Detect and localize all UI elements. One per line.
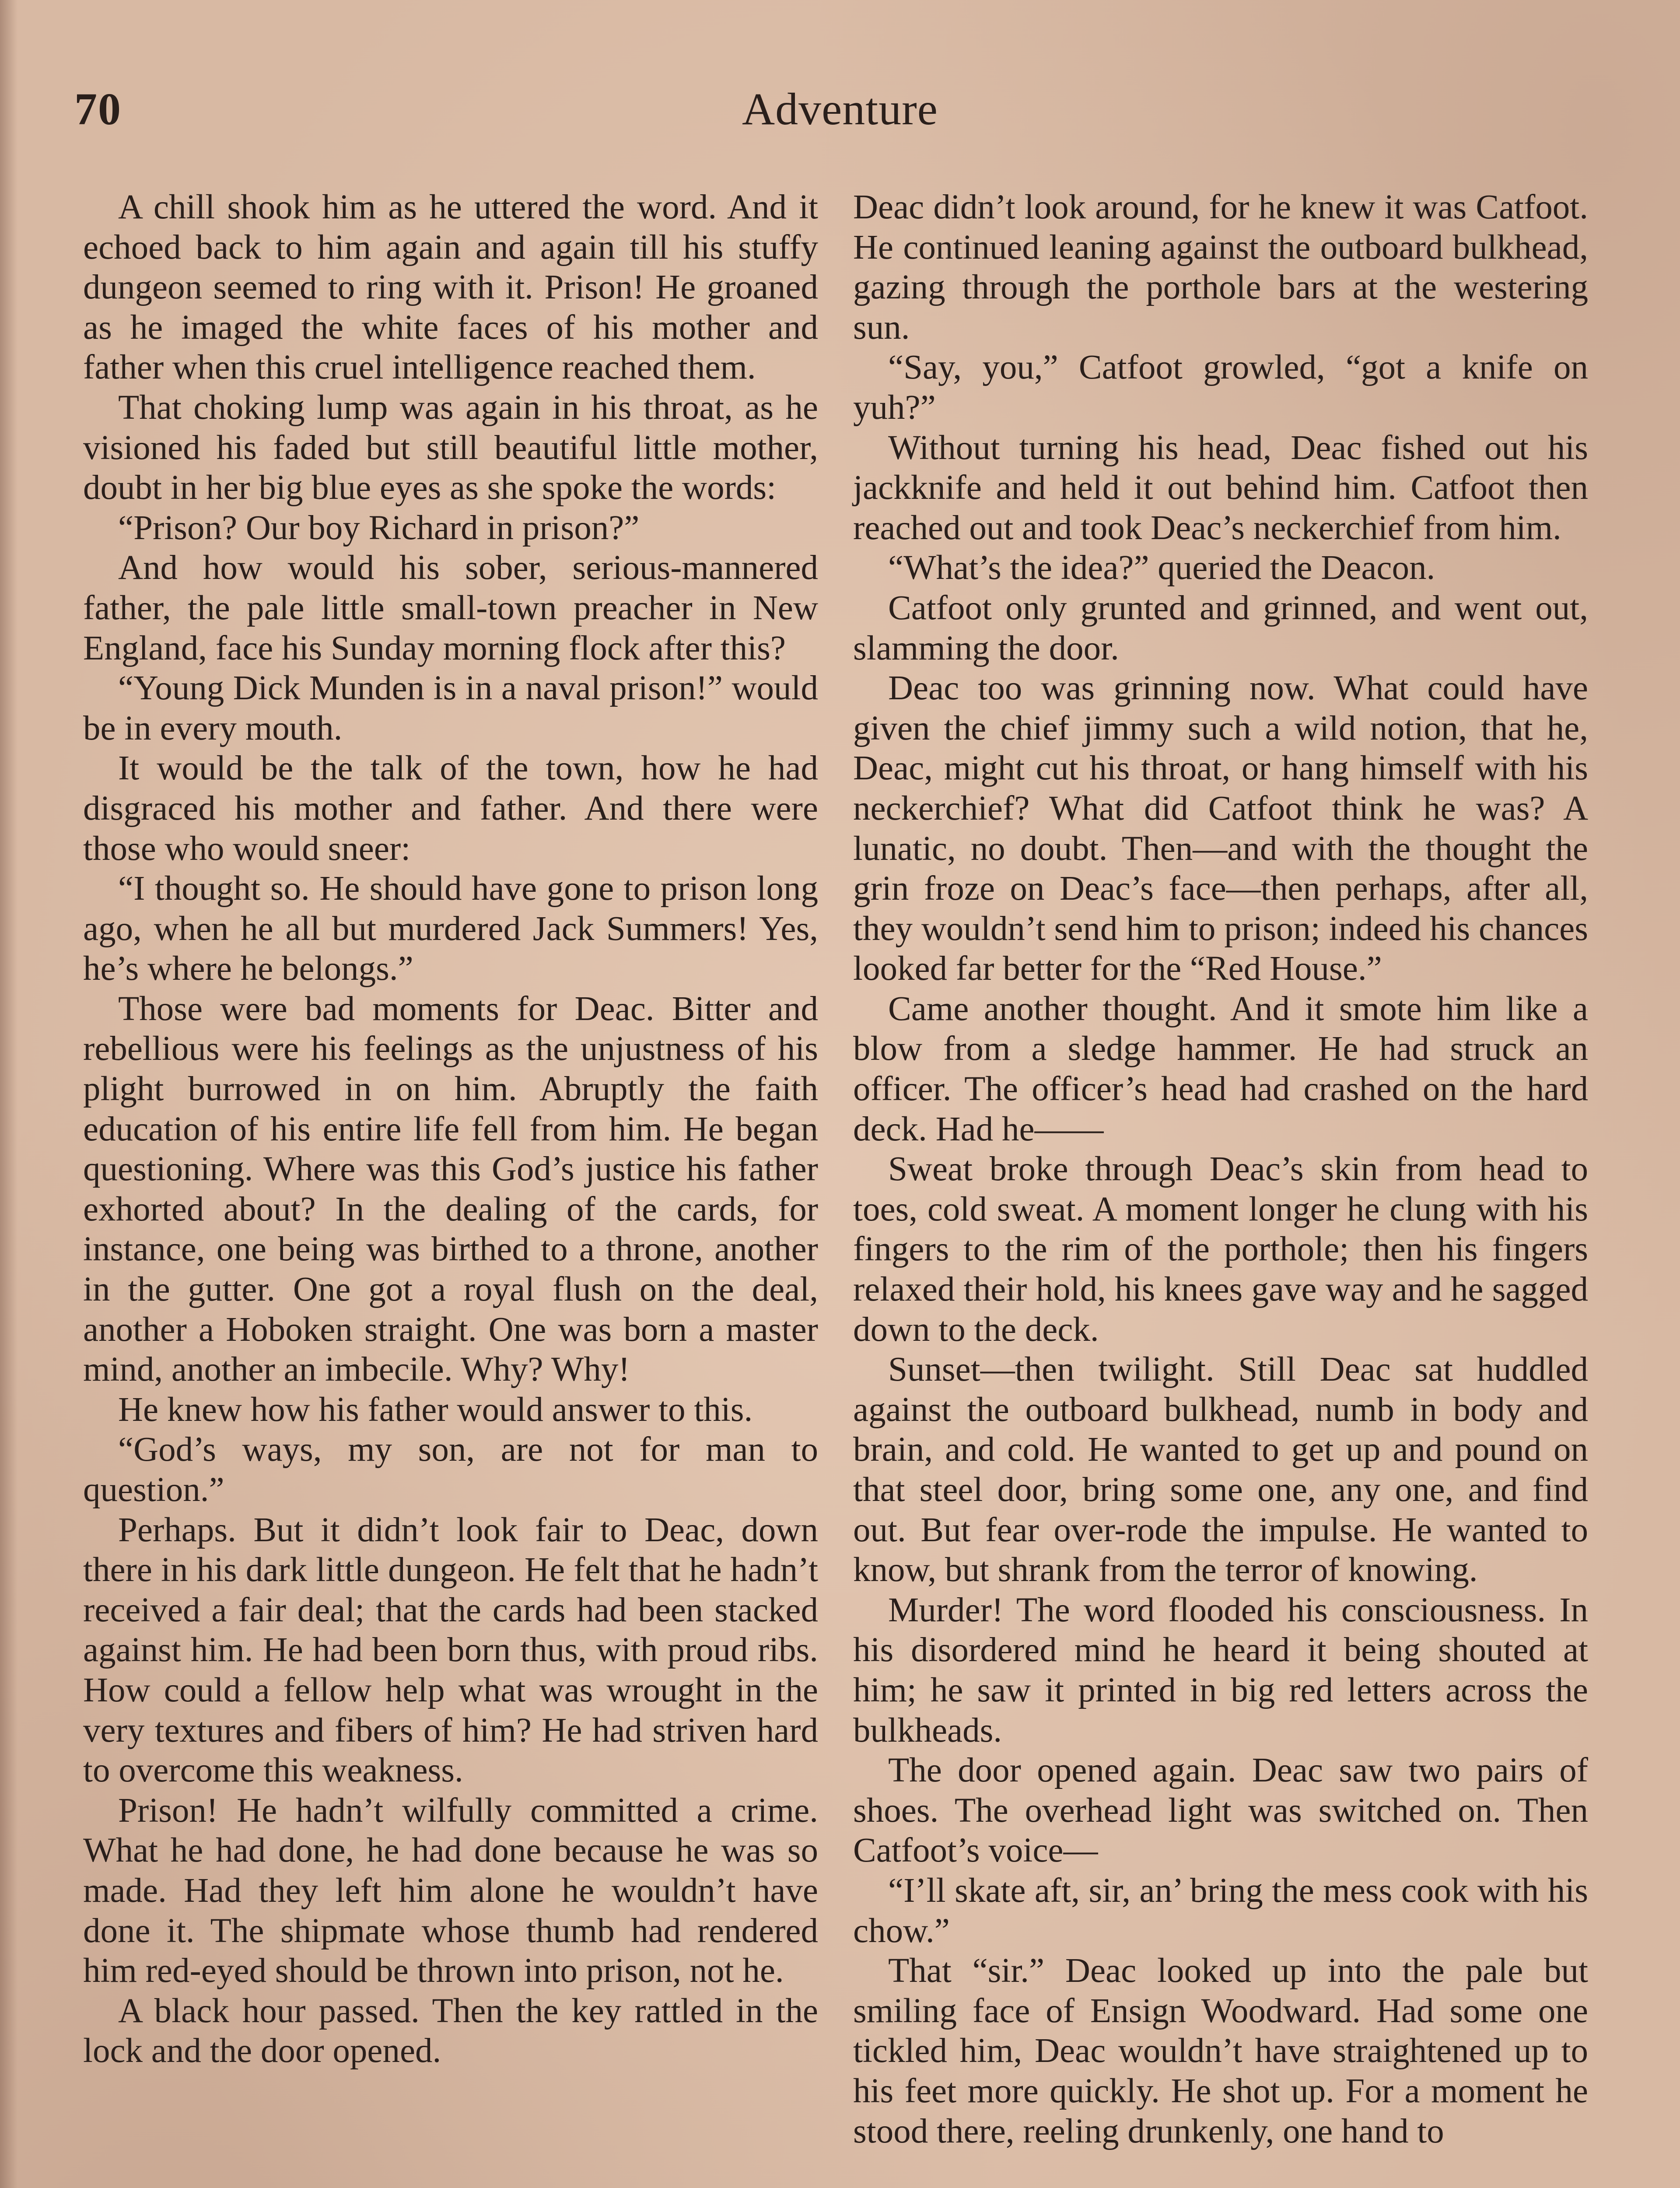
left-column — [83, 187, 818, 2071]
paragraph: “God’s ways, my son, are not for man to question.” — [83, 1431, 818, 1509]
paragraph: Without turning his head, Deac fished out his jackknife and held it out behind him. Catfoot then reached out and took Deac’s neckerchief from him. — [853, 428, 1588, 547]
paragraph: Deac too was grinning now. What could have given the chief jimmy such a wild notion, that he, Deac, might cut his throat, or hang himself with his neckerchief? What did Catfoot think he was? A lunatic, no doubt. Then—and with the thought the grin froze on Deac’s face—then perhaps, after all, they wouldn’t send him to prison; indeed his chances looked far better for the “Red House.” — [853, 669, 1588, 988]
paragraph: He knew how his father would answer to this. — [118, 1390, 753, 1429]
right-column — [853, 187, 1588, 2151]
paragraph: And how would his sober, serious-mannered father, the pale little small-town preacher in New England, face his Sunday morning flock after this? — [83, 549, 818, 667]
paragraph: “Say, you,” Catfoot growled, “got a knife on yuh?” — [853, 348, 1588, 427]
paragraph: That “sir.” Deac looked up into the pale but smiling face of Ensign Woodward. Had some one tickled him, Deac wouldn’t have straightened up to his feet more quickly. He shot up. For a moment he stood there, reeling drunkenly, one hand to — [853, 1952, 1588, 2150]
paragraph: “I thought so. He should have gone to prison long ago, when he all but murdered Jack Summers! Yes, he’s where he belongs.” — [83, 870, 818, 988]
paragraph: Catfoot only grunted and grinned, and went out, slamming the door. — [853, 589, 1588, 667]
paragraph: “I’ll skate aft, sir, an’ bring the mess cook with his chow.” — [853, 1871, 1588, 1950]
paragraph: Prison! He hadn’t wilfully committed a crime. What he had done, he had done because he was so made. Had they left him alone he wouldn’t have done it. The shipmate whose thumb had rendered him red-eyed should be thrown into prison, not he. — [83, 1791, 818, 1990]
running-title: Adventure — [742, 84, 938, 134]
paragraph: A black hour passed. Then the key rattled in the lock and the door opened. — [83, 1992, 818, 2070]
paragraph: Perhaps. But it didn’t look fair to Deac, down there in his dark little dungeon. He felt that he hadn’t received a fair deal; that the cards had been stacked against him. He had been born thus, with proud ribs. How could a fellow help what was wrought in the very textures and fibers of him? He had striven hard to overcome this weakness. — [83, 1511, 818, 1790]
paragraph: A chill shook him as he uttered the word. And it echoed back to him again and again till his stuffy dungeon seemed to ring with it. Prison! He groaned as he imaged the white faces of his mother and father when this cruel intelligence reached them. — [83, 188, 818, 387]
continued-paragraph: Deac didn’t look around, for he knew it was Catfoot. He continued leaning against the outboard bulkhead, gazing through the porthole bars at the westering sun. — [853, 188, 1588, 347]
page-edge-shadow — [0, 0, 18, 2188]
paragraph: Came another thought. And it smote him like a blow from a sledge hammer. He had struck an officer. The officer’s head had crashed on the hard deck. Had he—— — [853, 989, 1588, 1148]
paragraph: The door opened again. Deac saw two pairs of shoes. The overhead light was switched on. Then Catfoot’s voice— — [853, 1751, 1588, 1870]
paragraph: Sunset—then twilight. Still Deac sat huddled against the outboard bulkhead, numb in body and brain, and cold. He wanted to get up and pound on that steel door, bring some one, any one, and find out. But fear over-rode the impulse. He wanted to know, but shrank from the terror of knowing. — [853, 1350, 1588, 1589]
paragraph: Those were bad moments for Deac. Bitter and rebellious were his feelings as the unjustness of his plight burrowed in on him. Abruptly the faith education of his entire life fell from him. He began questioning. Where was this God’s justice his father exhorted about? In the dealing of the cards, for instance, one being was birthed to a throne, another in the gutter. One got a royal flush on the deal, another a Hoboken straight. One was born a master mind, another an imbecile. Why? Why! — [83, 989, 818, 1389]
paragraph: It would be the talk of the town, how he had disgraced his mother and father. And there were those who would sneer: — [83, 749, 818, 868]
paragraph: Murder! The word flooded his consciousness. In his disordered mind he heard it being shouted at him; he saw it printed in big red letters across the bulkheads. — [853, 1591, 1588, 1750]
paragraph: “Prison? Our boy Richard in prison?” — [118, 508, 640, 547]
paragraph: “What’s the idea?” queried the Deacon. — [888, 549, 1435, 587]
page-number: 70 — [74, 84, 122, 134]
page-header — [66, 83, 1614, 140]
paragraph: “Young Dick Munden is in a naval prison!” would be in every mouth. — [83, 669, 818, 747]
paragraph: That choking lump was again in his throat, as he visioned his faded but still beautiful little mother, doubt in her big blue eyes as she spoke the words: — [83, 388, 818, 507]
paragraph: Sweat broke through Deac’s skin from head to toes, cold sweat. A moment longer he clung with his fingers to the rim of the porthole; then his fingers relaxed their hold, his knees gave way and he sagged down to the deck. — [853, 1150, 1588, 1349]
